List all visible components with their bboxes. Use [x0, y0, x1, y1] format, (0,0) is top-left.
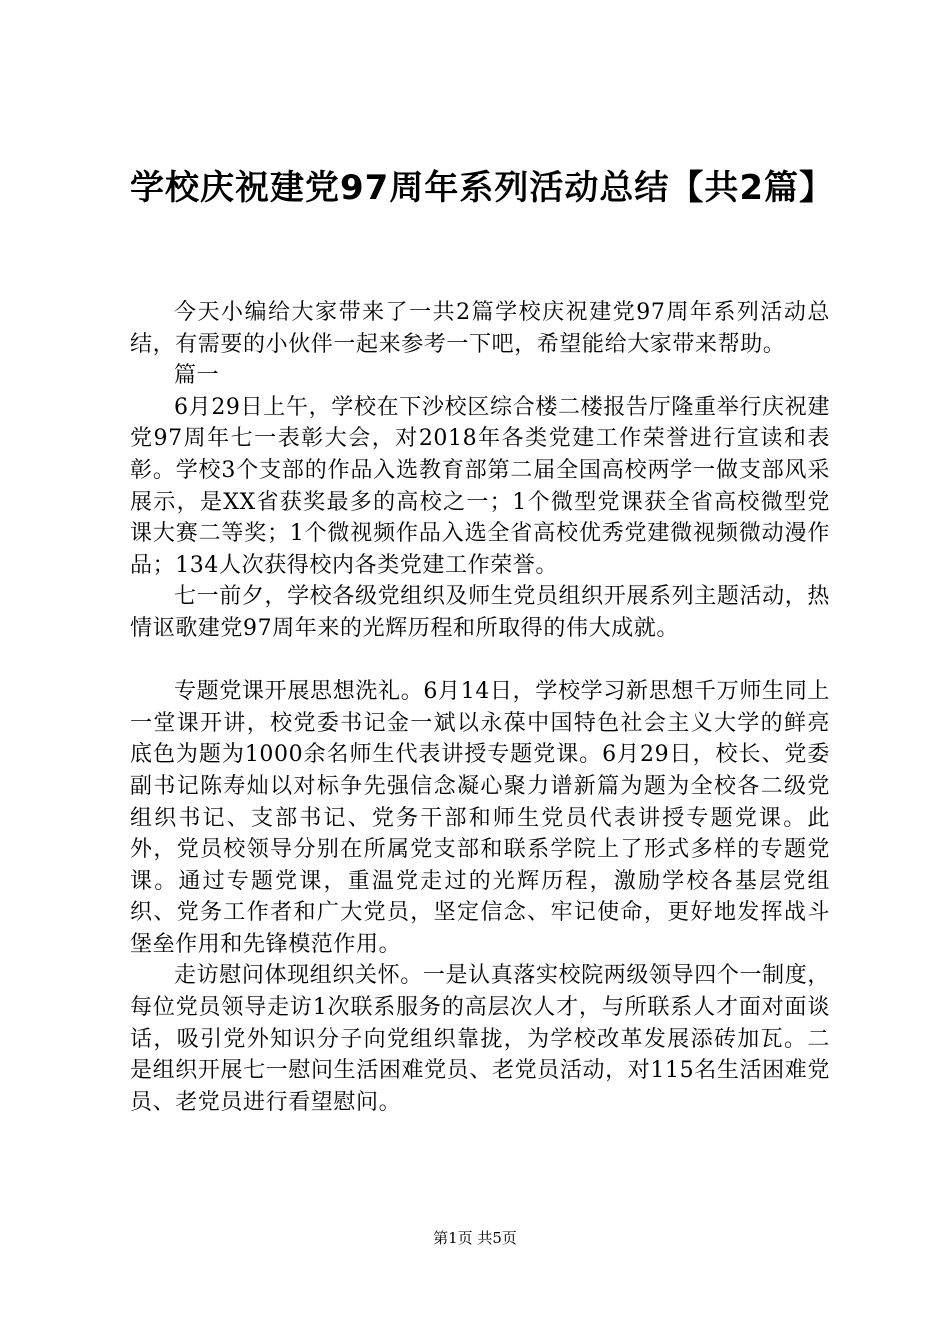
- body-paragraph: 走访慰问体现组织关怀。一是认真落实校院两级领导四个一制度，每位党员领导走访1次联系服务的高层次人才，与所联系人才面对面谈话，吸引党外知识分子向党组织靠拢，为学校改革发展添砖加瓦。二是组织开展七一慰问生活困难党员、老党员活动，对115名生活困难党员、老党员进行看望慰问。: [130, 963, 830, 1115]
- page-footer: 第1页 共5页: [433, 1229, 517, 1247]
- intro-paragraph: 今天小编给大家带来了一共2篇学校庆祝建党97周年系列活动总结，有需要的小伙伴一起来参考一下吧，希望能给大家带来帮助。: [130, 300, 830, 357]
- body-paragraph: 七一前夕，学校各级党组织及师生党员组织开展系列主题活动，热情讴歌建党97周年来的光辉历程和所取得的伟大成就。: [130, 584, 830, 641]
- document-body: [130, 297, 830, 1118]
- body-paragraph: 专题党课开展思想洗礼。6月14日，学校学习新思想千万师生同上一堂课开讲，校党委书记金一斌以永葆中国特色社会主义大学的鲜亮底色为题为1000余名师生代表讲授专题党课。6月29日，校长、党委副书记陈寿灿以对标争先强信念凝心聚力谱新篇为题为全校各二级党组织书记、支部书记、党务干部和师生党员代表讲授专题党课。此外，党员校领导分别在所属党支部和联系学院上了形式多样的专题党课。通过专题党课，重温党走过的光辉历程，激励学校各基层党组织、党务工作者和广大党员，坚定信念、牢记使命，更好地发挥战斗堡垒作用和先锋模范作用。: [130, 679, 830, 957]
- document-title: 学校庆祝建党97周年系列活动总结【共2篇】: [130, 168, 834, 208]
- section-label: 篇一: [174, 363, 220, 389]
- body-paragraph: 6月29日上午，学校在下沙校区综合楼二楼报告厅隆重举行庆祝建党97周年七一表彰大会，对2018年各类党建工作荣誉进行宣读和表彰。学校3个支部的作品入选教育部第二届全国高校两学一做支部风采展示，是XX省获奖最多的高校之一；1个微型党课获全省高校微型党课大赛二等奖；1个微视频作品入选全省高校优秀党建微视频微动漫作品；134人次获得校内各类党建工作荣誉。: [130, 394, 830, 578]
